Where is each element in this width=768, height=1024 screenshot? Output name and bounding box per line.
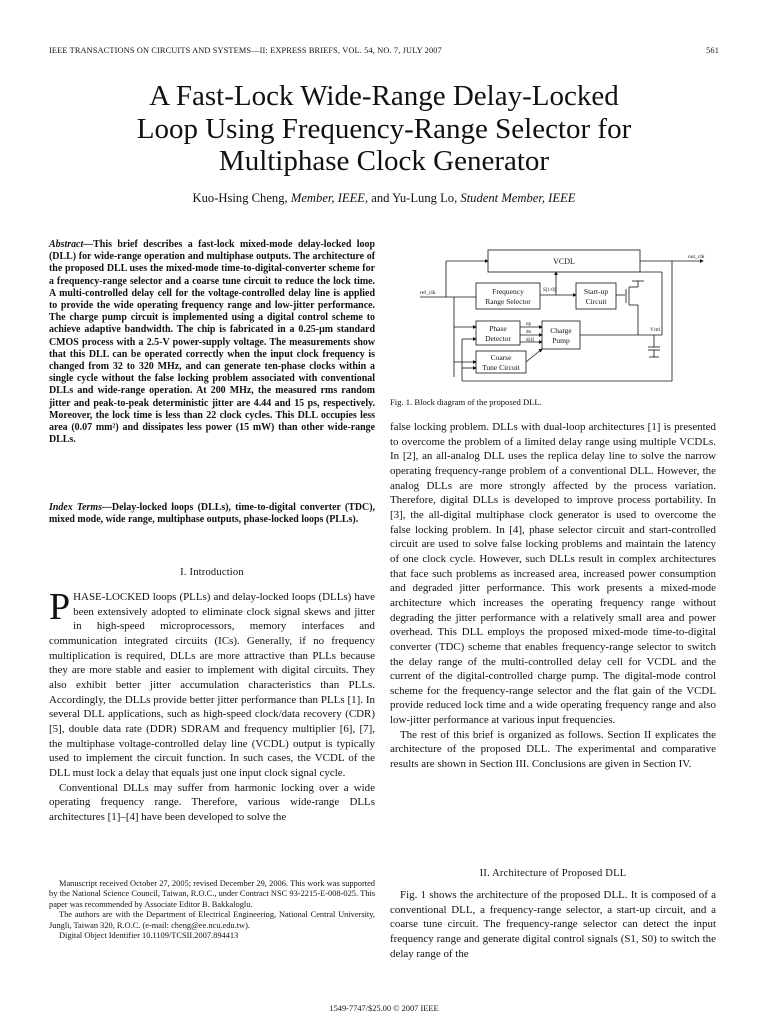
ct-to-cp-wire [526,349,542,362]
pd-label-2: Detector [485,334,511,343]
drop-cap: P [49,586,71,628]
introduction-body [49,586,375,825]
abstract [49,239,375,446]
frs-label-1: Frequency [492,287,524,296]
paragraph: false locking problem. DLLs with dual-loop architectures [1] is presented to overcome the problem of a limited delay range using multiple VCDLs. In [2], an all-analog DLL uses the replica delay line to solve the narrow operating frequency-range problem of a conventional DLL. However, the analog DLLs are more strongly affected by the process variation. Therefore, digital DLLs is developed to improve process portability. In [3], the all-digital multiphase clock generator is used to overcome the false locking problem. In [4], phase selector circuit and start-controlled circuit are used to solve false locking problems and maintain the latency of one clock cycle. However, such DLLs result in complex architectures that face such problems as increased area, increased power consumption and degraded jitter performance. This work presents a mixed-mode architecture which increases the operating frequency range without degrading the jitter performance with a relatively small area and power overhead. This DLL employs the proposed mixed-mode time-to-digital converter (TDC) scheme that enables frequency-range selector to switch the delay range of the multi-controlled delay cell for VCDL and the current of the digital-controlled charge pump. The digital-mode control scheme for the frequency-range selector and the flat gain of the VCDL provide reduced lock time and a wide operating frequency range and also low-jitter performance at various input frequencies. [390,421,716,727]
ct-label-1: Coarse [490,353,512,362]
paragraph: The rest of this brief is organized as follows. Section II explicates the architecture of the proposed DLL. The experimental and comparative results are shown in Section III. Conclusions are given in Section IV. [390,728,716,771]
index-terms [49,502,375,526]
startup-label-1: Start-up [583,287,609,296]
cp-label-1: Charge [550,326,572,335]
figure-caption: Fig. 1. Block diagram of the proposed DLL. [390,397,542,407]
abstract-text: This brief describes a fast-lock mixed-mode delay-locked loop (DLL) for wide-range operation and multiphase outputs. The architecture of the proposed DLL uses the mixed-mode time-to-digital-converter scheme for a frequency-range selector and a coarse tune circuit to reduce the lock time. A multi-controlled delay cell for the voltage-controlled delay line is applied to provide the wide operating frequency range and low-jitter performance. The charge pump circuit is implemented using a digital control scheme to achieve adaptive bandwidth. The chip is fabricated in a 0.25-μm standard CMOS process with a 2.5-V power-supply voltage. The measurements show that this DLL can be operated correctly when the input clock frequency is changed from 32 to 320 MHz, and can generate ten-phase clocks within a single cycle without the false locking problem associated with conventional DLLs and wide-range operation. At 200 MHz, the measured rms random jitter and peak-to-peak deterministic jitter are 4.44 and 15 ps, respectively. Moreover, the lock time is less than 22 clock cycles. This DLL occupies less area (0.07 mm²) and dissipates less power (15 mW) than other wide-range DLLs. [49,239,375,446]
block-diagram-svg [418,247,718,385]
ct-label-2: Tune Circuit [482,363,520,372]
s-bus-label: S[1:0] [543,288,556,293]
author-name: Yu-Lung Lo, [392,191,458,205]
right-column-section2 [390,888,716,961]
journal-header: IEEE TRANSACTIONS ON CIRCUITS AND SYSTEMS—II: EXPRESS BRIEFS, VOL. 54, NO. 7, JULY 2007 [49,46,442,55]
right-column-body [390,420,716,772]
index-terms-text: Delay-locked loops (DLLs), time-to-digital converter (TDC), mixed mode, wide range, multiphase outputs, phase-locked loops (PLLs). [49,502,375,526]
title-line: Loop Using Frequency-Range Selector for [136,112,632,145]
paper-title [40,80,728,178]
paragraph: PHASE-LOCKED loops (PLLs) and delay-locked loops (DLLs) have been extensively adopted to eliminate clock signal skews and jitter in high-speed microprocessors, memory interfaces and communication integrated circuits (ICs). Generally, if no frequency multiplication is required, DLLs are more attractive than PLLs because they are more stable and easier to implement with digital circuits. They also exhibit better jitter accumulation characteristics than PLLs. Accordingly, the DLLs provide better jitter performance than PLLs [1]. In several DLL applications, such as high-speed clock/data recovery (CDR) [5], double data rate (DDR) SDRAM and frequency multiplier [6], [7], the multiphase voltage-controlled delay line (VCDL) output is typically used to implement the circuit function. In such cases, the VCDL of the DLL must lock a delay that equals just one input clock signal cycle. [49,586,375,779]
paragraph: Fig. 1 shows the architecture of the proposed DLL. It is composed of a conventional DLL, a frequency-range selector, a start-up circuit, and a coarse tune circuit. The frequency-range selector can detect the input frequency range and generate digital control signals (S1, S0) to switch the delay range of the [390,889,716,960]
copyright-line: 1549-7747/$25.00 © 2007 IEEE [329,1004,439,1013]
vcdl-label: VCDL [553,257,575,266]
footnote-affiliation: The authors are with the Department of Electrical Engineering, National Central University, Jungli, Taiwan 320, R.O.C. (e-mail: cheng@ee.ncu.edu.tw). [49,910,375,930]
index-terms-label: Index Terms— [49,502,112,513]
dn-label: dn [526,330,531,335]
d-bus-label: d[4] [526,338,535,343]
author-affiliation: Member, IEEE, [290,191,369,205]
figure-block-diagram [418,247,718,385]
section-heading-introduction: I. Introduction [180,567,244,578]
footnote-doi: Digital Object Identifier 10.1109/TCSII.2007.894413 [59,931,239,941]
footnote-manuscript: Manuscript received October 27, 2005; revised December 29, 2006. This work was supported by the National Science Council, Taiwan, R.O.C., under Contract NSC 93-2215-E-008-025. This paper was recommended by Associate Editor B. Bakkaloglu. [49,879,375,909]
ref-clk-label: ref_clk [420,290,436,296]
author-line [40,191,728,206]
pd-label-1: Phase [489,324,507,333]
running-head [49,46,719,60]
startup-label-2: Circuit [585,297,607,306]
page-number: 561 [706,46,719,55]
up-label: up [526,322,531,327]
section-heading-architecture: II. Architecture of Proposed DLL [479,868,627,879]
vctrl-label: Vctrl [650,328,661,333]
title-line: A Fast-Lock Wide-Range Delay-Locked [149,80,619,112]
paragraph: Conventional DLLs may suffer from harmonic locking over a wide operating frequency range. Therefore, various wide-range DLLs architectures [1]–[4] have been developed to solve the [49,781,375,823]
out-clk-label: out_clk [688,254,705,260]
footnote [49,879,375,941]
author-affiliation: Student Member, IEEE [460,191,576,205]
cp-label-2: Pump [552,336,570,345]
title-line: Multiphase Clock Generator [218,145,550,177]
abstract-label: Abstract— [49,239,94,250]
author-name: Kuo-Hsing Cheng, [192,191,288,205]
author-conjunction: and [371,191,390,205]
frs-label-2: Range Selector [485,297,531,306]
